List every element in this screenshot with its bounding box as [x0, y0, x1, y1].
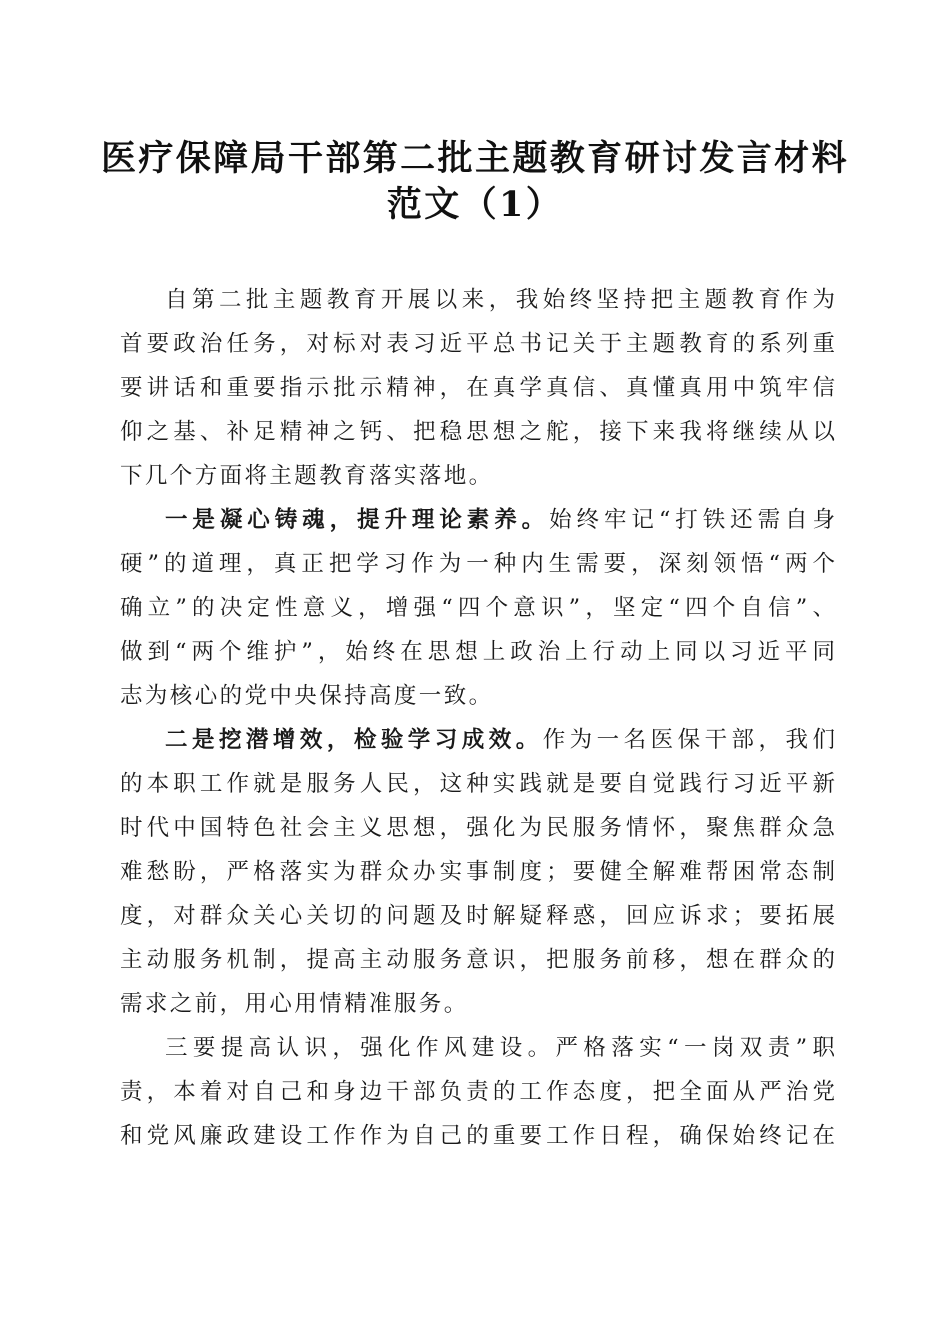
title-line-1: 医疗保障局干部第二批主题教育研讨发言材料: [100, 138, 849, 179]
title-line-2: 范文（1）: [386, 184, 564, 225]
paragraph-line: 和党风廉政建设工作作为自己的重要工作日程，确保始终记在: [120, 1123, 835, 1149]
paragraph-line: 首要政治任务，对标对表习近平总书记关于主题教育的系列重: [120, 331, 835, 357]
paragraph-line: 下几个方面将主题教育落实落地。: [120, 463, 494, 489]
document-title: [100, 136, 850, 228]
paragraph-point-two: [120, 718, 835, 1026]
paragraph-line: 责，本着对自己和身边干部负责的工作态度，把全面从严治党: [120, 1079, 835, 1105]
paragraph-first-line: [120, 718, 835, 762]
paragraph-line: 自第二批主题教育开展以来，我始终坚持把主题教育作为: [165, 287, 835, 313]
paragraph-intro: [120, 278, 835, 498]
paragraph-line: 作为一名医保干部，我们: [542, 727, 835, 753]
paragraph-line: 三要提高认识，强化作风建设。严格落实“一岗双责”职: [165, 1035, 835, 1061]
document-body: [120, 278, 835, 1158]
paragraph-line: 做到“两个维护”，始终在思想上政治上行动上同以习近平同: [120, 639, 835, 665]
paragraph-line: 硬”的道理，真正把学习作为一种内生需要，深刻领悟“两个: [120, 551, 835, 577]
paragraph-heading: 二是挖潜增效，检验学习成效。: [165, 727, 543, 753]
paragraph-line: 难愁盼，严格落实为群众办实事制度；要健全解难帮困常态制: [120, 859, 835, 885]
paragraph-line: 始终牢记“打铁还需自身: [549, 507, 835, 533]
paragraph-line: 度，对群众关心关切的问题及时解疑释惑，回应诉求；要拓展: [120, 903, 835, 929]
paragraph-line: 需求之前，用心用情精准服务。: [120, 991, 469, 1017]
paragraph-line: 仰之基、补足精神之钙、把稳思想之舵，接下来我将继续从以: [120, 419, 835, 445]
paragraph-line: 主动服务机制，提高主动服务意识，把服务前移，想在群众的: [120, 947, 835, 973]
paragraph-point-one: [120, 498, 835, 718]
paragraph-point-three: [120, 1026, 835, 1158]
paragraph-heading: 一是凝心铸魂，提升理论素养。: [165, 507, 550, 533]
paragraph-line: 确立”的决定性意义，增强“四个意识”，坚定“四个自信”、: [120, 595, 835, 621]
paragraph-line: 时代中国特色社会主义思想，强化为民服务情怀，聚焦群众急: [120, 815, 835, 841]
paragraph-first-line: [120, 498, 835, 542]
paragraph-line: 要讲话和重要指示批示精神，在真学真信、真懂真用中筑牢信: [120, 375, 835, 401]
paragraph-line: 的本职工作就是服务人民，这种实践就是要自觉践行习近平新: [120, 771, 835, 797]
paragraph-line: 志为核心的党中央保持高度一致。: [120, 683, 494, 709]
